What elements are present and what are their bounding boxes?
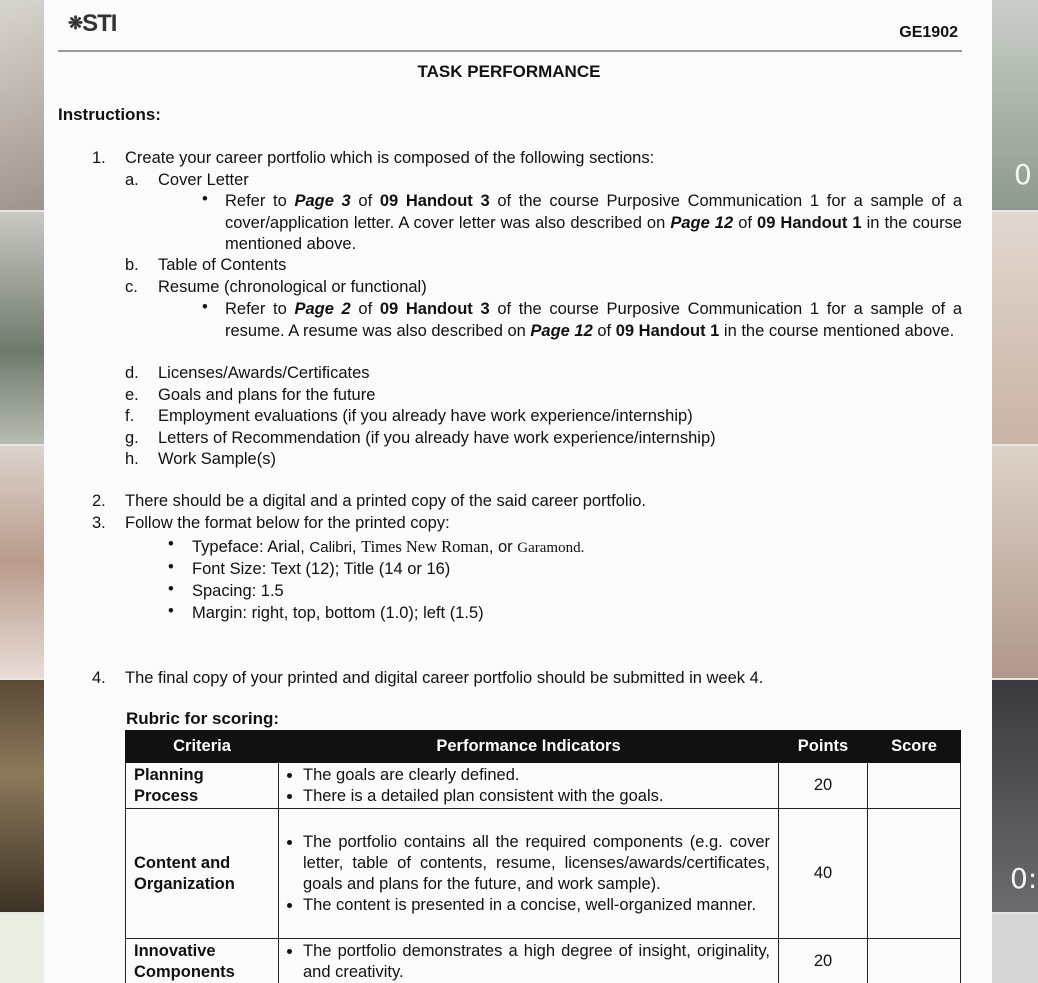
sub-label: Employment evaluations (if you already have work experience/internship) (158, 407, 693, 425)
points-cell: 20 (779, 763, 868, 809)
column-header: Score (868, 731, 961, 763)
background-photo (0, 680, 44, 912)
points-cell: 40 (779, 809, 868, 939)
format-font-size: Font Size: Text (12); Title (14 or 16) (192, 560, 451, 578)
item-number: 2. (92, 492, 106, 510)
bullet: • (168, 602, 174, 620)
cover-letter-note: Refer to Page 3 of 09 Handout 3 of the course Purposive Communication 1 for a sample of a cover/application letter. A cover letter was also described on Page 12 of 09 Handout 1 in the course mentioned above. (225, 192, 962, 253)
side-counter: 0 (1014, 158, 1032, 191)
document-page (44, 0, 992, 983)
right-background-strip (992, 0, 1038, 983)
sub-label: Licenses/Awards/Certificates (158, 364, 370, 382)
sub-label: Letters of Recommendation (if you already have work experience/internship) (158, 429, 716, 447)
format-spacing: Spacing: 1.5 (192, 582, 284, 600)
table-row (126, 763, 961, 809)
sub-label: Goals and plans for the future (158, 386, 376, 404)
item-number: 1. (92, 149, 106, 167)
background-photo (992, 446, 1038, 678)
page-title: TASK PERFORMANCE (417, 62, 601, 81)
column-header: Points (779, 731, 868, 763)
indicators-cell: • The portfolio contains all the required components (e.g. cover letter, table of contents, resume, licenses/awards/certificates, goals and plans for the future, and work sample). • The content is presented in a concise, well-organized manner. (279, 809, 779, 939)
background-photo (992, 914, 1038, 983)
item-number: 3. (92, 514, 106, 532)
bullet: • (168, 558, 174, 576)
course-code: GE1902 (899, 24, 958, 41)
table-row (126, 939, 961, 983)
score-cell (868, 939, 961, 983)
sub-label: Cover Letter (158, 171, 249, 189)
sub-letter: a. (125, 171, 139, 189)
background-photo (0, 446, 44, 678)
background-photo (992, 212, 1038, 444)
instructions-heading: Instructions: (58, 105, 161, 124)
sub-letter: b. (125, 256, 139, 274)
sub-label: Resume (chronological or functional) (158, 278, 427, 296)
sub-letter: d. (125, 364, 139, 382)
sub-letter: h. (125, 450, 139, 468)
score-cell (868, 763, 961, 809)
background-photo (0, 212, 44, 444)
sub-letter: g. (125, 429, 139, 447)
format-margin: Margin: right, top, bottom (1.0); left (1.5) (192, 604, 484, 622)
bullet: • (168, 580, 174, 598)
left-background-strip (0, 0, 44, 983)
bullet: • (202, 298, 208, 316)
item-text: The final copy of your printed and digital career portfolio should be submitted in week 4. (125, 669, 764, 687)
indicators-cell: • The portfolio demonstrates a high degree of insight, originality, and creativity. (279, 939, 779, 983)
column-header: Criteria (126, 731, 279, 763)
header-rule (58, 50, 962, 52)
format-typeface: Typeface: Arial, Calibri, Times New Roman, or Garamond. (192, 537, 585, 556)
criteria-cell: Innovative Components (126, 939, 279, 983)
table-row (126, 809, 961, 939)
item-text: There should be a digital and a printed copy of the said career portfolio. (125, 492, 646, 510)
background-photo (0, 0, 44, 210)
item-text: Create your career portfolio which is composed of the following sections: (125, 149, 655, 167)
resume-note: Refer to Page 2 of 09 Handout 3 of the course Purposive Communication 1 for a sample of a resume. A resume was also described on Page 12 of 09 Handout 1 in the course mentioned above. (225, 300, 962, 340)
sub-label: Table of Contents (158, 256, 287, 274)
rubric-label: Rubric for scoring: (126, 709, 280, 728)
points-cell: 20 (779, 939, 868, 983)
table-header-row (126, 731, 961, 763)
rubric-table (125, 730, 961, 983)
sub-letter: c. (125, 278, 138, 296)
sub-label: Work Sample(s) (158, 450, 276, 468)
sti-logo: ❋STI (68, 10, 117, 37)
score-cell (868, 809, 961, 939)
criteria-cell: Planning Process (126, 763, 279, 809)
item-text: Follow the format below for the printed copy: (125, 514, 450, 532)
bullet: • (168, 535, 174, 553)
item-number: 4. (92, 669, 106, 687)
background-photo (0, 914, 44, 983)
criteria-cell: Content and Organization (126, 809, 279, 939)
sub-letter: e. (125, 386, 139, 404)
column-header: Performance Indicators (279, 731, 779, 763)
indicators-cell: • The goals are clearly defined. • There is a detailed plan consistent with the goals. (279, 763, 779, 809)
side-counter: 0: (1010, 862, 1038, 895)
sub-letter: f. (125, 407, 135, 425)
bullet: • (202, 190, 208, 208)
